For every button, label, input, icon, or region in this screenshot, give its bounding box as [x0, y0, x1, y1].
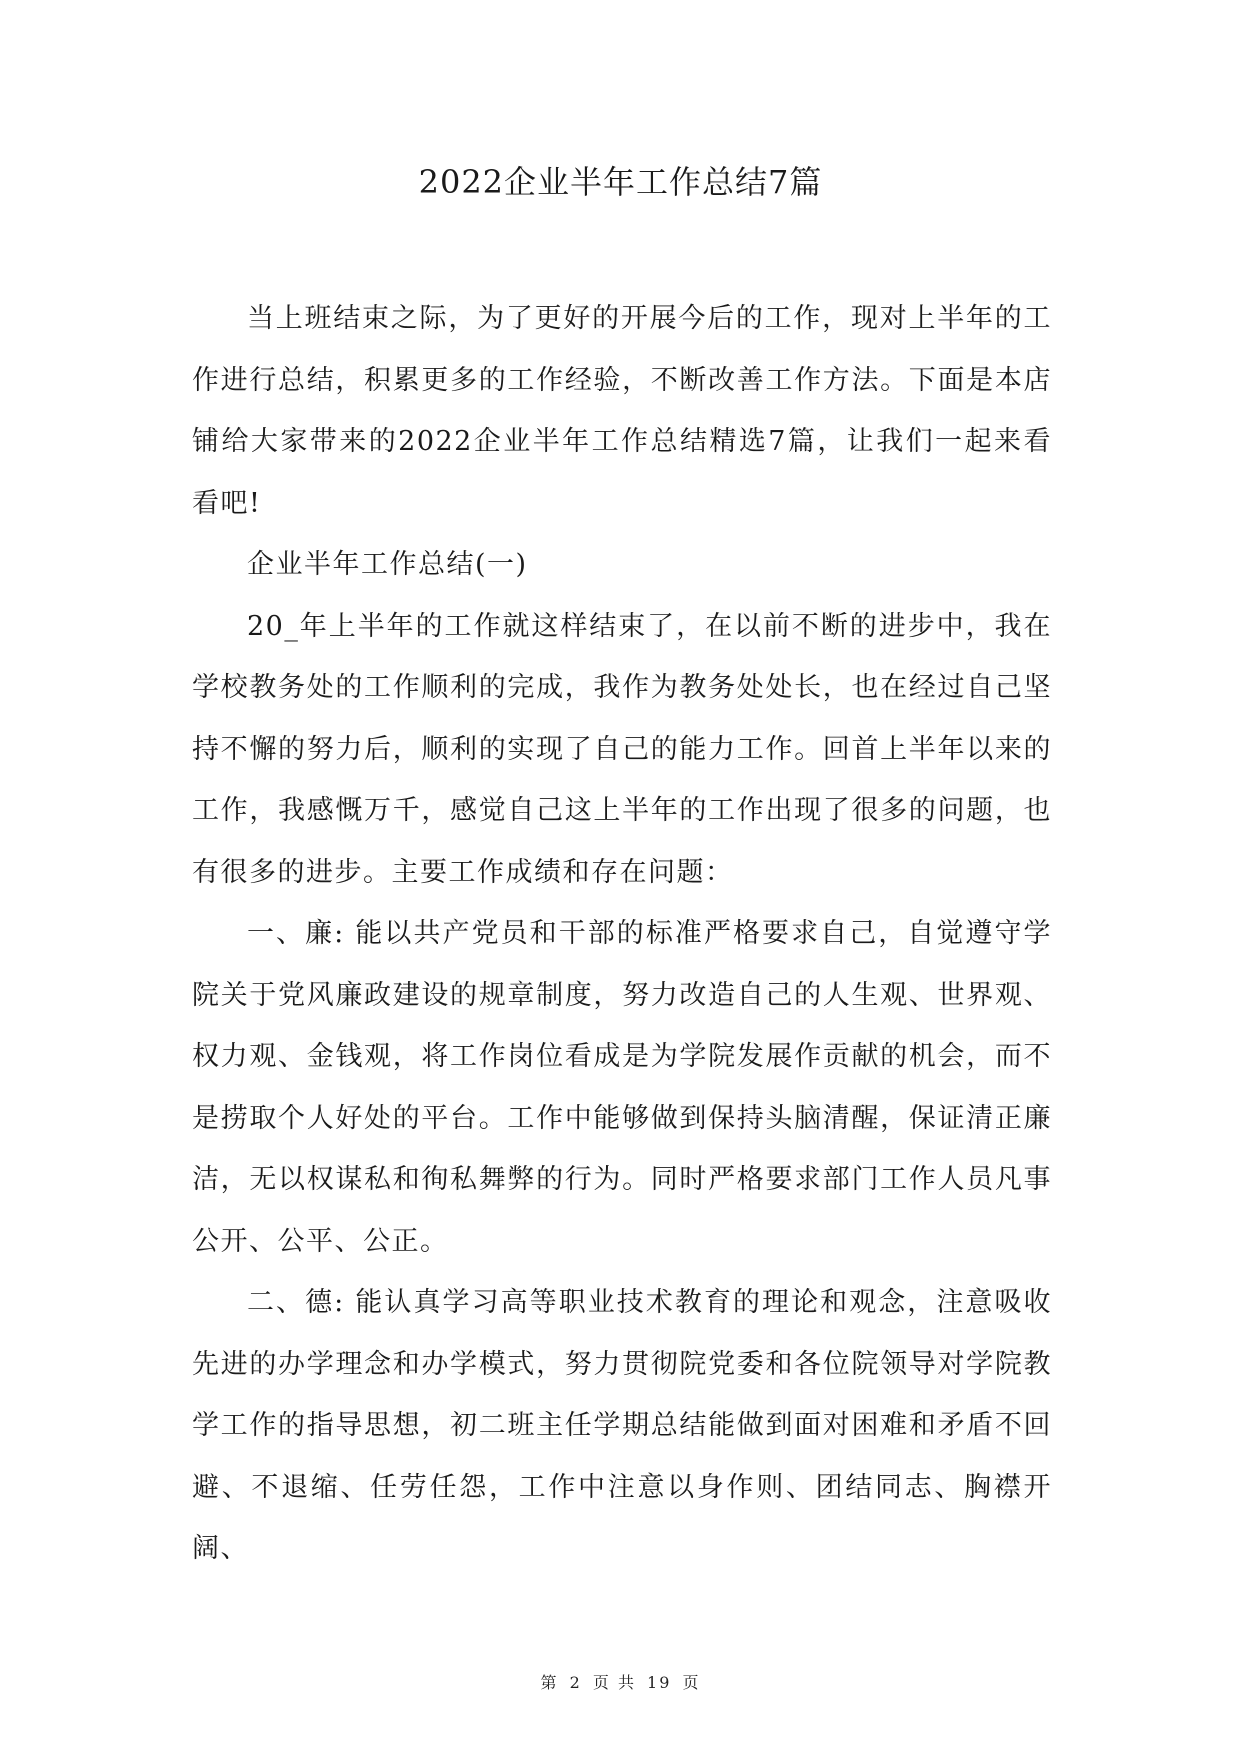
footer-middle: 页 共: [592, 1673, 636, 1692]
section-heading: 企业半年工作总结(一): [247, 549, 528, 580]
footer-suffix: 页: [682, 1673, 701, 1692]
paragraph-intro: 当上班结束之际，为了更好的开展今后的工作，现对上半年的工作进行总结，积累更多的工作经验，不断改善工作方法。下面是本店铺给大家带来的2022企业半年工作总结精选7篇，让我们一起来看看吧!: [192, 303, 1052, 519]
paragraph: 一、廉: 能以共产党员和干部的标准严格要求自己，自觉遵守学院关于党风廉政建设的规章制度，努力改造自己的人生观、世界观、权力观、金钱观，将工作岗位看成是为学院发展作贡献的机会，而不是捞取个人好处的平台。工作中能够做到保持头脑清醒，保证清正廉洁，无以权谋私和徇私舞弊的行为。同时严格要求部门工作人员凡事公开、公平、公正。: [192, 918, 1052, 1257]
document-body: [192, 288, 1052, 1580]
document-title: 2022企业半年工作总结7篇: [418, 163, 823, 201]
footer-total-pages: 19: [647, 1673, 672, 1692]
footer-page-number: 2: [569, 1673, 582, 1692]
page-footer: [0, 1672, 1241, 1694]
paragraph: 二、德: 能认真学习高等职业技术教育的理论和观念，注意吸收先进的办学理念和办学模式，努力贯彻院党委和各位院领导对学院教学工作的指导思想，初二班主任学期总结能做到面对困难和矛盾不回避、不退缩、任劳任怨，工作中注意以身作则、团结同志、胸襟开阔、: [192, 1287, 1052, 1564]
paragraph: 20_年上半年的工作就这样结束了，在以前不断的进步中，我在学校教务处的工作顺利的完成，我作为教务处处长，也在经过自己坚持不懈的努力后，顺利的实现了自己的能力工作。回首上半年以来的工作，我感慨万千，感觉自己这上半年的工作出现了很多的问题，也有很多的进步。主要工作成绩和存在问题：: [192, 610, 1052, 888]
footer-prefix: 第: [540, 1673, 559, 1692]
